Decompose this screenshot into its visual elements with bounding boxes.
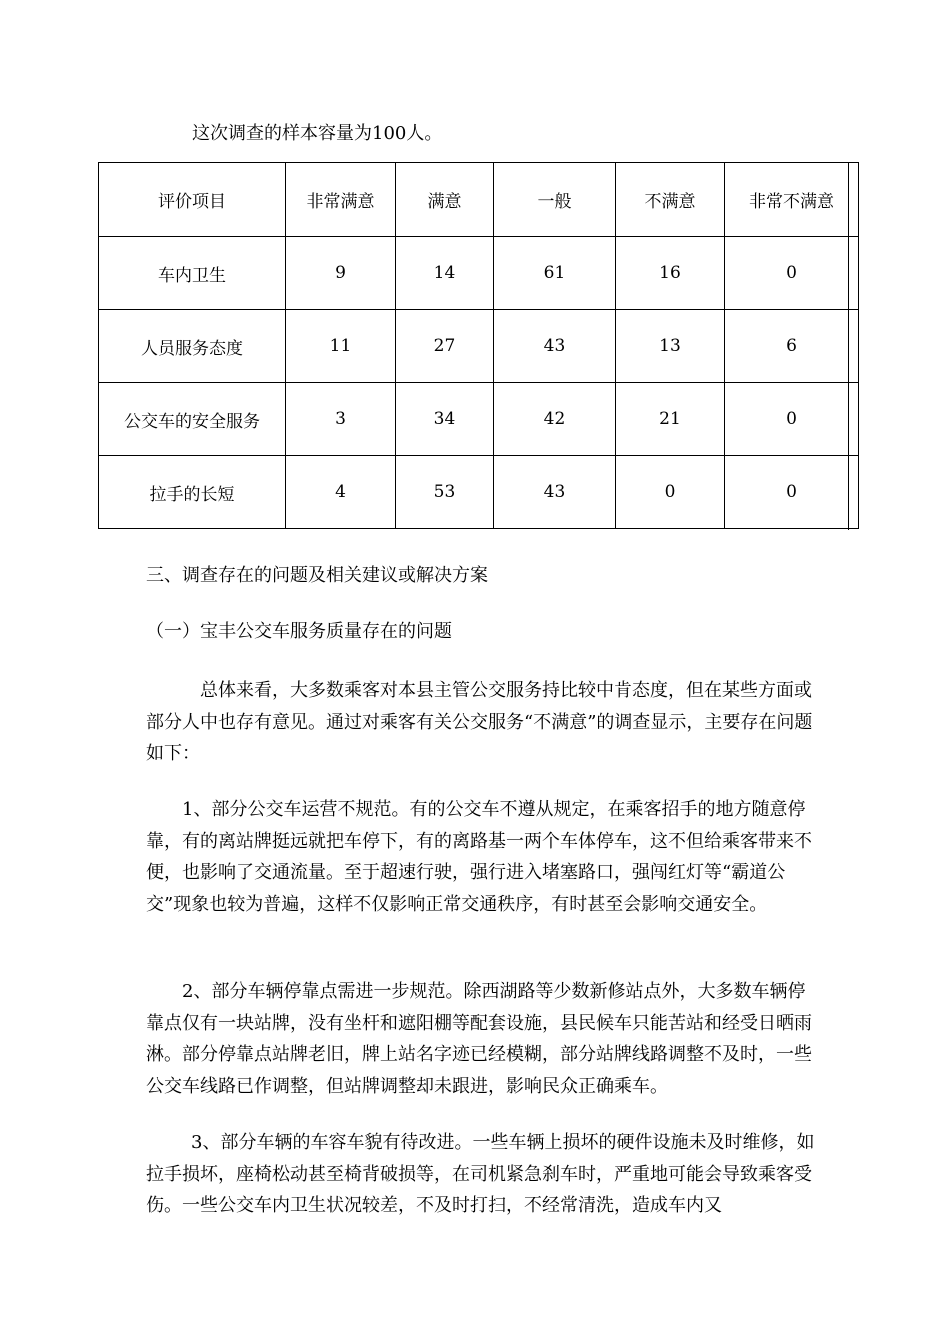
table-cell: 21 — [616, 383, 725, 456]
table-cell: 拉手的长短 — [99, 456, 286, 529]
table-cell: 43 — [494, 456, 616, 529]
section-heading: 三、调查存在的问题及相关建议或解决方案 — [146, 565, 488, 586]
table-cell: 13 — [616, 310, 725, 383]
paragraph-issue-2: 2、部分车辆停靠点需进一步规范。除西湖路等少数新修站点外，大多数车辆停靠点仅有一块站牌，没有坐杆和遮阳棚等配套设施，县民候车只能苦站和经受日晒雨淋。部分停靠点站牌老旧，牌上站名字迹已经模糊，部分站牌线路调整不及时，一些公交车线路已作调整，但站牌调整却未跟进，影响民众正确乘车。 — [146, 981, 812, 1097]
table-cell: 42 — [494, 383, 616, 456]
table-cell: 27 — [396, 310, 494, 383]
header-cell-very-satisfied: 非常满意 — [286, 163, 396, 237]
table-row — [99, 237, 859, 310]
table-cell: 11 — [286, 310, 396, 383]
table-row — [99, 456, 859, 529]
table-cell: 53 — [396, 456, 494, 529]
table-cell: 14 — [396, 237, 494, 310]
table-cell: 0 — [725, 383, 859, 456]
table-row — [99, 310, 859, 383]
header-cell-neutral: 一般 — [494, 163, 616, 237]
header-cell-dissatisfied: 不满意 — [616, 163, 725, 237]
table-cell: 人员服务态度 — [99, 310, 286, 383]
table-row — [99, 383, 859, 456]
paragraph-issue-1: 1、部分公交车运营不规范。有的公交车不遵从规定，在乘客招手的地方随意停靠，有的离站牌挺远就把车停下，有的离路基一两个车体停车，这不但给乘客带来不便，也影响了交通流量。至于超速行驶，强行进入堵塞路口，强闯红灯等“霸道公交”现象也较为普遍，这样不仅影响正常交通秩序，有时甚至会影响交通安全。 — [146, 799, 812, 915]
table-cell: 34 — [396, 383, 494, 456]
table-cell: 4 — [286, 456, 396, 529]
table-cell: 公交车的安全服务 — [99, 383, 286, 456]
header-cell-very-dissatisfied: 非常不满意 — [725, 163, 859, 237]
table-edge-divider — [848, 162, 849, 530]
sample-size-text: 这次调查的样本容量为100人。 — [192, 123, 443, 144]
subsection-heading: （一）宝丰公交车服务质量存在的问题 — [146, 621, 452, 642]
table-cell: 6 — [725, 310, 859, 383]
header-cell-item: 评价项目 — [99, 163, 286, 237]
table-cell: 0 — [725, 237, 859, 310]
table-cell: 3 — [286, 383, 396, 456]
header-cell-satisfied: 满意 — [396, 163, 494, 237]
table-cell: 9 — [286, 237, 396, 310]
table-cell: 车内卫生 — [99, 237, 286, 310]
paragraph-overview: 总体来看，大多数乘客对本县主管公交服务持比较中肯态度，但在某些方面或部分人中也存有意见。通过对乘客有关公交服务“不满意”的调查显示，主要存在问题如下： — [146, 680, 813, 764]
table-cell: 43 — [494, 310, 616, 383]
table-cell: 16 — [616, 237, 725, 310]
table-cell: 61 — [494, 237, 616, 310]
paragraph-issue-3: 3、部分车辆的车容车貌有待改进。一些车辆上损坏的硬件设施未及时维修，如拉手损坏，座椅松动甚至椅背破损等，在司机紧急刹车时，严重地可能会导致乘客受伤。一些公交车内卫生状况较差，不及时打扫，不经常清洗，造成车内又 — [146, 1132, 815, 1216]
table-cell: 0 — [725, 456, 859, 529]
table-header-row — [99, 163, 859, 237]
table-cell: 0 — [616, 456, 725, 529]
satisfaction-table — [98, 162, 859, 529]
